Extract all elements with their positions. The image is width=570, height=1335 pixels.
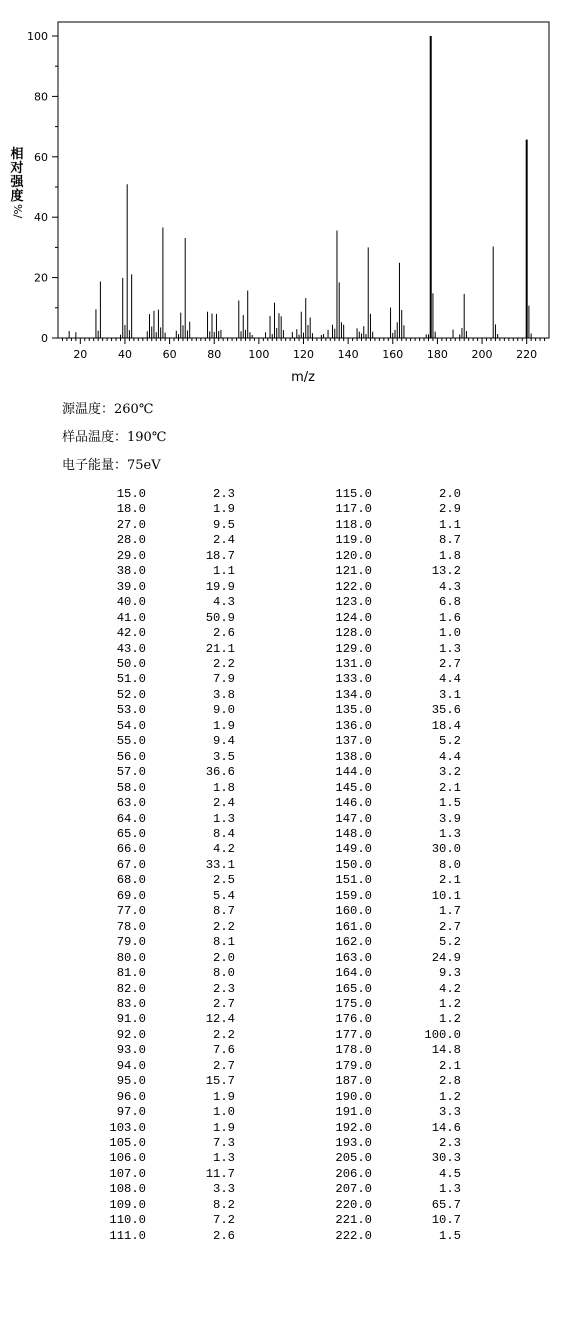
table-row bbox=[88, 703, 461, 718]
sample-temperature bbox=[62, 426, 166, 445]
table-row bbox=[88, 518, 461, 533]
table-row bbox=[88, 642, 461, 657]
mz-cell: 42.0 bbox=[116, 626, 146, 641]
intensity-cell: 11.7 bbox=[205, 1166, 235, 1181]
intensity-cell: 2.9 bbox=[439, 502, 461, 517]
y-tick-label: 0 bbox=[41, 332, 48, 345]
mz-cell: 27.0 bbox=[116, 517, 146, 532]
mz-cell: 55.0 bbox=[116, 734, 146, 749]
mz-cell: 148.0 bbox=[335, 826, 372, 841]
mz-cell: 146.0 bbox=[335, 796, 372, 811]
table-row bbox=[88, 858, 461, 873]
table-row bbox=[88, 1167, 461, 1182]
mz-cell: 117.0 bbox=[335, 502, 372, 517]
table-row bbox=[88, 734, 461, 749]
mz-cell: 92.0 bbox=[116, 1027, 146, 1042]
table-row bbox=[88, 1136, 461, 1151]
intensity-cell: 1.2 bbox=[439, 1012, 461, 1027]
x-tick-label: 40 bbox=[117, 348, 132, 361]
table-row bbox=[88, 611, 461, 626]
table-row bbox=[88, 951, 461, 966]
intensity-cell: 24.9 bbox=[431, 950, 461, 965]
y-axis-label-char: 强 bbox=[10, 175, 24, 190]
mz-cell: 177.0 bbox=[335, 1027, 372, 1042]
table-row bbox=[88, 889, 461, 904]
intensity-cell: 7.6 bbox=[213, 1043, 235, 1058]
mz-cell: 56.0 bbox=[116, 749, 146, 764]
intensity-cell: 13.2 bbox=[431, 564, 461, 579]
mz-cell: 95.0 bbox=[116, 1074, 146, 1089]
table-row bbox=[88, 827, 461, 842]
mz-cell: 108.0 bbox=[109, 1182, 146, 1197]
intensity-cell: 8.7 bbox=[439, 533, 461, 548]
intensity-cell: 5.2 bbox=[439, 935, 461, 950]
y-tick-label: 40 bbox=[34, 211, 48, 225]
mz-cell: 53.0 bbox=[116, 703, 146, 718]
intensity-cell: 2.7 bbox=[213, 996, 235, 1011]
mz-cell: 91.0 bbox=[116, 1012, 146, 1027]
intensity-cell: 4.3 bbox=[213, 595, 235, 610]
intensity-cell: 2.3 bbox=[213, 487, 235, 501]
mz-cell: 103.0 bbox=[109, 1120, 146, 1135]
table-row bbox=[88, 1074, 461, 1089]
mz-cell: 79.0 bbox=[116, 935, 146, 950]
y-tick-label: 80 bbox=[34, 90, 48, 104]
table-row bbox=[88, 533, 461, 548]
y-axis-label-char: 相 bbox=[10, 147, 24, 162]
x-tick-label: 160 bbox=[382, 348, 404, 361]
intensity-cell: 8.7 bbox=[213, 904, 235, 919]
intensity-cell: 10.7 bbox=[431, 1213, 461, 1228]
mz-cell: 131.0 bbox=[335, 656, 372, 671]
mz-cell: 38.0 bbox=[116, 564, 146, 579]
mz-cell: 144.0 bbox=[335, 765, 372, 780]
intensity-cell: 7.2 bbox=[213, 1213, 235, 1228]
mz-cell: 77.0 bbox=[116, 904, 146, 919]
intensity-cell: 18.4 bbox=[431, 718, 461, 733]
mz-cell: 96.0 bbox=[116, 1089, 146, 1104]
mz-cell: 110.0 bbox=[109, 1213, 146, 1228]
x-tick-label: 140 bbox=[337, 348, 359, 361]
mz-cell: 50.0 bbox=[116, 656, 146, 671]
intensity-cell: 35.6 bbox=[431, 703, 461, 718]
x-tick-label: 100 bbox=[248, 348, 270, 361]
table-row bbox=[88, 688, 461, 703]
mz-cell: 207.0 bbox=[335, 1182, 372, 1197]
peaks bbox=[69, 36, 531, 338]
sample-temperature-value: 190℃ bbox=[127, 430, 167, 445]
mz-cell: 161.0 bbox=[335, 919, 372, 934]
electron-energy-label: 电子能量： bbox=[62, 458, 128, 473]
intensity-cell: 2.0 bbox=[213, 950, 235, 965]
intensity-cell: 2.3 bbox=[213, 981, 235, 996]
mz-cell: 39.0 bbox=[116, 579, 146, 594]
mz-cell: 54.0 bbox=[116, 718, 146, 733]
intensity-cell: 1.3 bbox=[213, 1151, 235, 1166]
intensity-cell: 2.8 bbox=[439, 1074, 461, 1089]
mz-cell: 81.0 bbox=[116, 966, 146, 981]
mz-cell: 179.0 bbox=[335, 1058, 372, 1073]
mz-cell: 68.0 bbox=[116, 873, 146, 888]
table-row bbox=[88, 672, 461, 687]
intensity-cell: 1.7 bbox=[439, 904, 461, 919]
x-tick-label: 200 bbox=[471, 348, 493, 361]
mz-cell: 67.0 bbox=[116, 857, 146, 872]
table-row bbox=[88, 935, 461, 950]
y-tick-label: 100 bbox=[27, 30, 48, 43]
intensity-cell: 2.2 bbox=[213, 1027, 235, 1042]
intensity-cell: 8.0 bbox=[213, 966, 235, 981]
intensity-cell: 1.2 bbox=[439, 996, 461, 1011]
table-row bbox=[88, 1121, 461, 1136]
mz-cell: 129.0 bbox=[335, 641, 372, 656]
intensity-cell: 14.6 bbox=[431, 1120, 461, 1135]
intensity-cell: 2.4 bbox=[213, 533, 235, 548]
source-temperature-value: 260℃ bbox=[114, 402, 154, 417]
mz-cell: 192.0 bbox=[335, 1120, 372, 1135]
mz-cell: 29.0 bbox=[116, 548, 146, 563]
intensity-cell: 1.8 bbox=[213, 780, 235, 795]
intensity-cell: 10.1 bbox=[431, 888, 461, 903]
table-row bbox=[88, 1198, 461, 1213]
intensity-cell: 4.5 bbox=[439, 1166, 461, 1181]
table-row bbox=[88, 1229, 461, 1244]
mz-cell: 165.0 bbox=[335, 981, 372, 996]
intensity-cell: 18.7 bbox=[205, 548, 235, 563]
intensity-cell: 3.5 bbox=[213, 749, 235, 764]
mz-cell: 52.0 bbox=[116, 687, 146, 702]
mz-cell: 134.0 bbox=[335, 687, 372, 702]
mz-cell: 64.0 bbox=[116, 811, 146, 826]
intensity-cell: 30.0 bbox=[431, 842, 461, 857]
y-tick-label: 60 bbox=[34, 150, 48, 164]
sample-temperature-label: 样品温度： bbox=[62, 430, 128, 445]
intensity-cell: 3.3 bbox=[439, 1105, 461, 1120]
intensity-cell: 2.0 bbox=[439, 487, 461, 501]
table-row bbox=[88, 765, 461, 780]
mz-cell: 83.0 bbox=[116, 996, 146, 1011]
mz-cell: 136.0 bbox=[335, 718, 372, 733]
mz-cell: 135.0 bbox=[335, 703, 372, 718]
mz-cell: 65.0 bbox=[116, 826, 146, 841]
intensity-cell: 30.3 bbox=[431, 1151, 461, 1166]
intensity-cell: 1.9 bbox=[213, 1120, 235, 1135]
intensity-cell: 2.5 bbox=[213, 873, 235, 888]
mz-cell: 191.0 bbox=[335, 1105, 372, 1120]
mz-cell: 123.0 bbox=[335, 595, 372, 610]
electron-energy-value: 75eV bbox=[127, 458, 161, 473]
mz-cell: 221.0 bbox=[335, 1213, 372, 1228]
mz-cell: 111.0 bbox=[109, 1228, 146, 1243]
mz-cell: 162.0 bbox=[335, 935, 372, 950]
mz-cell: 57.0 bbox=[116, 765, 146, 780]
intensity-cell: 1.1 bbox=[213, 564, 235, 579]
intensity-cell: 2.7 bbox=[439, 919, 461, 934]
y-axis-label-text bbox=[8, 148, 26, 204]
table-row bbox=[88, 657, 461, 672]
mz-cell: 122.0 bbox=[335, 579, 372, 594]
intensity-cell: 1.2 bbox=[439, 1089, 461, 1104]
mz-cell: 15.0 bbox=[116, 487, 146, 501]
mz-cell: 93.0 bbox=[116, 1043, 146, 1058]
intensity-cell: 3.9 bbox=[439, 811, 461, 826]
intensity-cell: 4.4 bbox=[439, 672, 461, 687]
x-tick-label: 120 bbox=[293, 348, 314, 361]
table-row bbox=[88, 997, 461, 1012]
intensity-cell: 7.3 bbox=[213, 1136, 235, 1151]
mz-cell: 190.0 bbox=[335, 1089, 372, 1104]
intensity-cell: 9.3 bbox=[439, 966, 461, 981]
mz-cell: 147.0 bbox=[335, 811, 372, 826]
intensity-cell: 4.4 bbox=[439, 749, 461, 764]
intensity-cell: 14.8 bbox=[431, 1043, 461, 1058]
intensity-cell: 2.4 bbox=[213, 796, 235, 811]
mz-cell: 80.0 bbox=[116, 950, 146, 965]
mz-cell: 78.0 bbox=[116, 919, 146, 934]
x-tick-label: 180 bbox=[426, 348, 448, 361]
intensity-cell: 1.3 bbox=[439, 826, 461, 841]
intensity-cell: 2.3 bbox=[439, 1136, 461, 1151]
intensity-cell: 15.7 bbox=[205, 1074, 235, 1089]
intensity-cell: 1.6 bbox=[439, 610, 461, 625]
intensity-cell: 2.1 bbox=[439, 873, 461, 888]
mz-cell: 205.0 bbox=[335, 1151, 372, 1166]
intensity-cell: 3.8 bbox=[213, 687, 235, 702]
table-row bbox=[88, 873, 461, 888]
table-row bbox=[88, 842, 461, 857]
intensity-cell: 1.9 bbox=[213, 718, 235, 733]
mz-cell: 69.0 bbox=[116, 888, 146, 903]
intensity-cell: 3.3 bbox=[213, 1182, 235, 1197]
intensity-cell: 1.0 bbox=[439, 626, 461, 641]
intensity-cell: 2.2 bbox=[213, 919, 235, 934]
mz-cell: 138.0 bbox=[335, 749, 372, 764]
intensity-cell: 8.4 bbox=[213, 826, 235, 841]
mz-cell: 151.0 bbox=[335, 873, 372, 888]
intensity-cell: 3.1 bbox=[439, 687, 461, 702]
table-row bbox=[88, 502, 461, 517]
intensity-cell: 5.2 bbox=[439, 734, 461, 749]
mz-cell: 150.0 bbox=[335, 857, 372, 872]
table-row bbox=[88, 1012, 461, 1027]
intensity-cell: 1.0 bbox=[213, 1105, 235, 1120]
intensity-cell: 65.7 bbox=[431, 1197, 461, 1212]
intensity-cell: 8.1 bbox=[213, 935, 235, 950]
table-row bbox=[88, 1213, 461, 1228]
intensity-cell: 4.2 bbox=[213, 842, 235, 857]
mz-cell: 43.0 bbox=[116, 641, 146, 656]
mz-cell: 118.0 bbox=[335, 517, 372, 532]
mz-cell: 94.0 bbox=[116, 1058, 146, 1073]
source-temperature bbox=[62, 398, 153, 417]
intensity-cell: 4.3 bbox=[439, 579, 461, 594]
intensity-cell: 9.5 bbox=[213, 517, 235, 532]
mz-cell: 124.0 bbox=[335, 610, 372, 625]
intensity-cell: 7.9 bbox=[213, 672, 235, 687]
mz-cell: 105.0 bbox=[109, 1136, 146, 1151]
table-row bbox=[88, 1059, 461, 1074]
x-tick-label: 20 bbox=[73, 348, 88, 361]
table-row bbox=[88, 1182, 461, 1197]
mz-cell: 220.0 bbox=[335, 1197, 372, 1212]
mz-cell: 164.0 bbox=[335, 966, 372, 981]
x-axis-label: m/z bbox=[291, 370, 315, 385]
mz-cell: 97.0 bbox=[116, 1105, 146, 1120]
y-axis bbox=[27, 30, 58, 345]
x-axis bbox=[62, 338, 544, 361]
y-axis-label-char: 度 bbox=[10, 189, 24, 204]
mz-cell: 178.0 bbox=[335, 1043, 372, 1058]
x-tick-label: 80 bbox=[207, 348, 222, 361]
table-row bbox=[88, 1105, 461, 1120]
mz-cell: 18.0 bbox=[116, 502, 146, 517]
intensity-cell: 3.2 bbox=[439, 765, 461, 780]
table-row bbox=[88, 487, 461, 502]
table-row bbox=[88, 1043, 461, 1058]
table-row bbox=[88, 719, 461, 734]
mz-cell: 66.0 bbox=[116, 842, 146, 857]
mz-cell: 107.0 bbox=[109, 1166, 146, 1181]
electron-energy bbox=[62, 454, 161, 473]
table-row bbox=[88, 796, 461, 811]
intensity-cell: 2.1 bbox=[439, 1058, 461, 1073]
table-row bbox=[88, 1090, 461, 1105]
mz-cell: 175.0 bbox=[335, 996, 372, 1011]
y-axis-unit: %/ bbox=[11, 204, 24, 219]
mz-cell: 145.0 bbox=[335, 780, 372, 795]
table-row bbox=[88, 920, 461, 935]
intensity-cell: 2.7 bbox=[439, 656, 461, 671]
mz-cell: 109.0 bbox=[109, 1197, 146, 1212]
table-row bbox=[88, 626, 461, 641]
mz-cell: 222.0 bbox=[335, 1228, 372, 1243]
source-temperature-label: 源温度： bbox=[62, 402, 115, 417]
mass-spectrum-chart bbox=[0, 0, 570, 395]
table-row bbox=[88, 982, 461, 997]
mz-cell: 137.0 bbox=[335, 734, 372, 749]
table-row bbox=[88, 904, 461, 919]
x-tick-label: 220 bbox=[516, 348, 538, 361]
mz-cell: 160.0 bbox=[335, 904, 372, 919]
intensity-cell: 100.0 bbox=[424, 1027, 461, 1042]
mz-cell: 40.0 bbox=[116, 595, 146, 610]
intensity-cell: 5.4 bbox=[213, 888, 235, 903]
table-row bbox=[88, 1028, 461, 1043]
intensity-cell: 1.3 bbox=[213, 811, 235, 826]
mz-cell: 63.0 bbox=[116, 796, 146, 811]
table-row bbox=[88, 595, 461, 610]
table-row bbox=[88, 580, 461, 595]
intensity-cell: 2.7 bbox=[213, 1058, 235, 1073]
intensity-cell: 50.9 bbox=[205, 610, 235, 625]
mz-cell: 149.0 bbox=[335, 842, 372, 857]
mz-cell: 58.0 bbox=[116, 780, 146, 795]
mz-cell: 51.0 bbox=[116, 672, 146, 687]
intensity-cell: 1.3 bbox=[439, 641, 461, 656]
intensity-cell: 2.1 bbox=[439, 780, 461, 795]
intensity-cell: 12.4 bbox=[205, 1012, 235, 1027]
intensity-cell: 1.8 bbox=[439, 548, 461, 563]
intensity-cell: 8.0 bbox=[439, 857, 461, 872]
table-row bbox=[88, 966, 461, 981]
mz-cell: 41.0 bbox=[116, 610, 146, 625]
mz-cell: 163.0 bbox=[335, 950, 372, 965]
mz-cell: 82.0 bbox=[116, 981, 146, 996]
table-row bbox=[88, 1151, 461, 1166]
mz-cell: 120.0 bbox=[335, 548, 372, 563]
y-axis-label bbox=[8, 148, 26, 218]
intensity-cell: 1.9 bbox=[213, 1089, 235, 1104]
intensity-cell: 1.3 bbox=[439, 1182, 461, 1197]
table-row bbox=[88, 750, 461, 765]
table-row bbox=[88, 781, 461, 796]
mz-cell: 206.0 bbox=[335, 1166, 372, 1181]
y-axis-label-char: 对 bbox=[10, 161, 24, 176]
intensity-cell: 6.8 bbox=[439, 595, 461, 610]
mz-cell: 28.0 bbox=[116, 533, 146, 548]
table-row bbox=[88, 564, 461, 579]
peak-table bbox=[88, 487, 461, 1244]
intensity-cell: 1.1 bbox=[439, 517, 461, 532]
mz-cell: 176.0 bbox=[335, 1012, 372, 1027]
mz-cell: 106.0 bbox=[109, 1151, 146, 1166]
intensity-cell: 4.2 bbox=[439, 981, 461, 996]
table-row bbox=[88, 812, 461, 827]
intensity-cell: 8.2 bbox=[213, 1197, 235, 1212]
intensity-cell: 1.9 bbox=[213, 502, 235, 517]
mz-cell: 115.0 bbox=[335, 487, 372, 501]
mz-cell: 128.0 bbox=[335, 626, 372, 641]
mz-cell: 119.0 bbox=[335, 533, 372, 548]
intensity-cell: 21.1 bbox=[205, 641, 235, 656]
intensity-cell: 19.9 bbox=[205, 579, 235, 594]
intensity-cell: 9.4 bbox=[213, 734, 235, 749]
mz-cell: 187.0 bbox=[335, 1074, 372, 1089]
intensity-cell: 2.2 bbox=[213, 656, 235, 671]
mz-cell: 159.0 bbox=[335, 888, 372, 903]
intensity-cell: 2.6 bbox=[213, 1228, 235, 1243]
mz-cell: 121.0 bbox=[335, 564, 372, 579]
y-tick-label: 20 bbox=[34, 271, 48, 285]
intensity-cell: 1.5 bbox=[439, 796, 461, 811]
intensity-cell: 33.1 bbox=[205, 857, 235, 872]
intensity-cell: 1.5 bbox=[439, 1228, 461, 1243]
mz-cell: 133.0 bbox=[335, 672, 372, 687]
mz-cell: 193.0 bbox=[335, 1136, 372, 1151]
intensity-cell: 9.0 bbox=[213, 703, 235, 718]
intensity-cell: 36.6 bbox=[205, 765, 235, 780]
intensity-cell: 2.6 bbox=[213, 626, 235, 641]
table-row bbox=[88, 549, 461, 564]
x-tick-label: 60 bbox=[162, 348, 177, 361]
